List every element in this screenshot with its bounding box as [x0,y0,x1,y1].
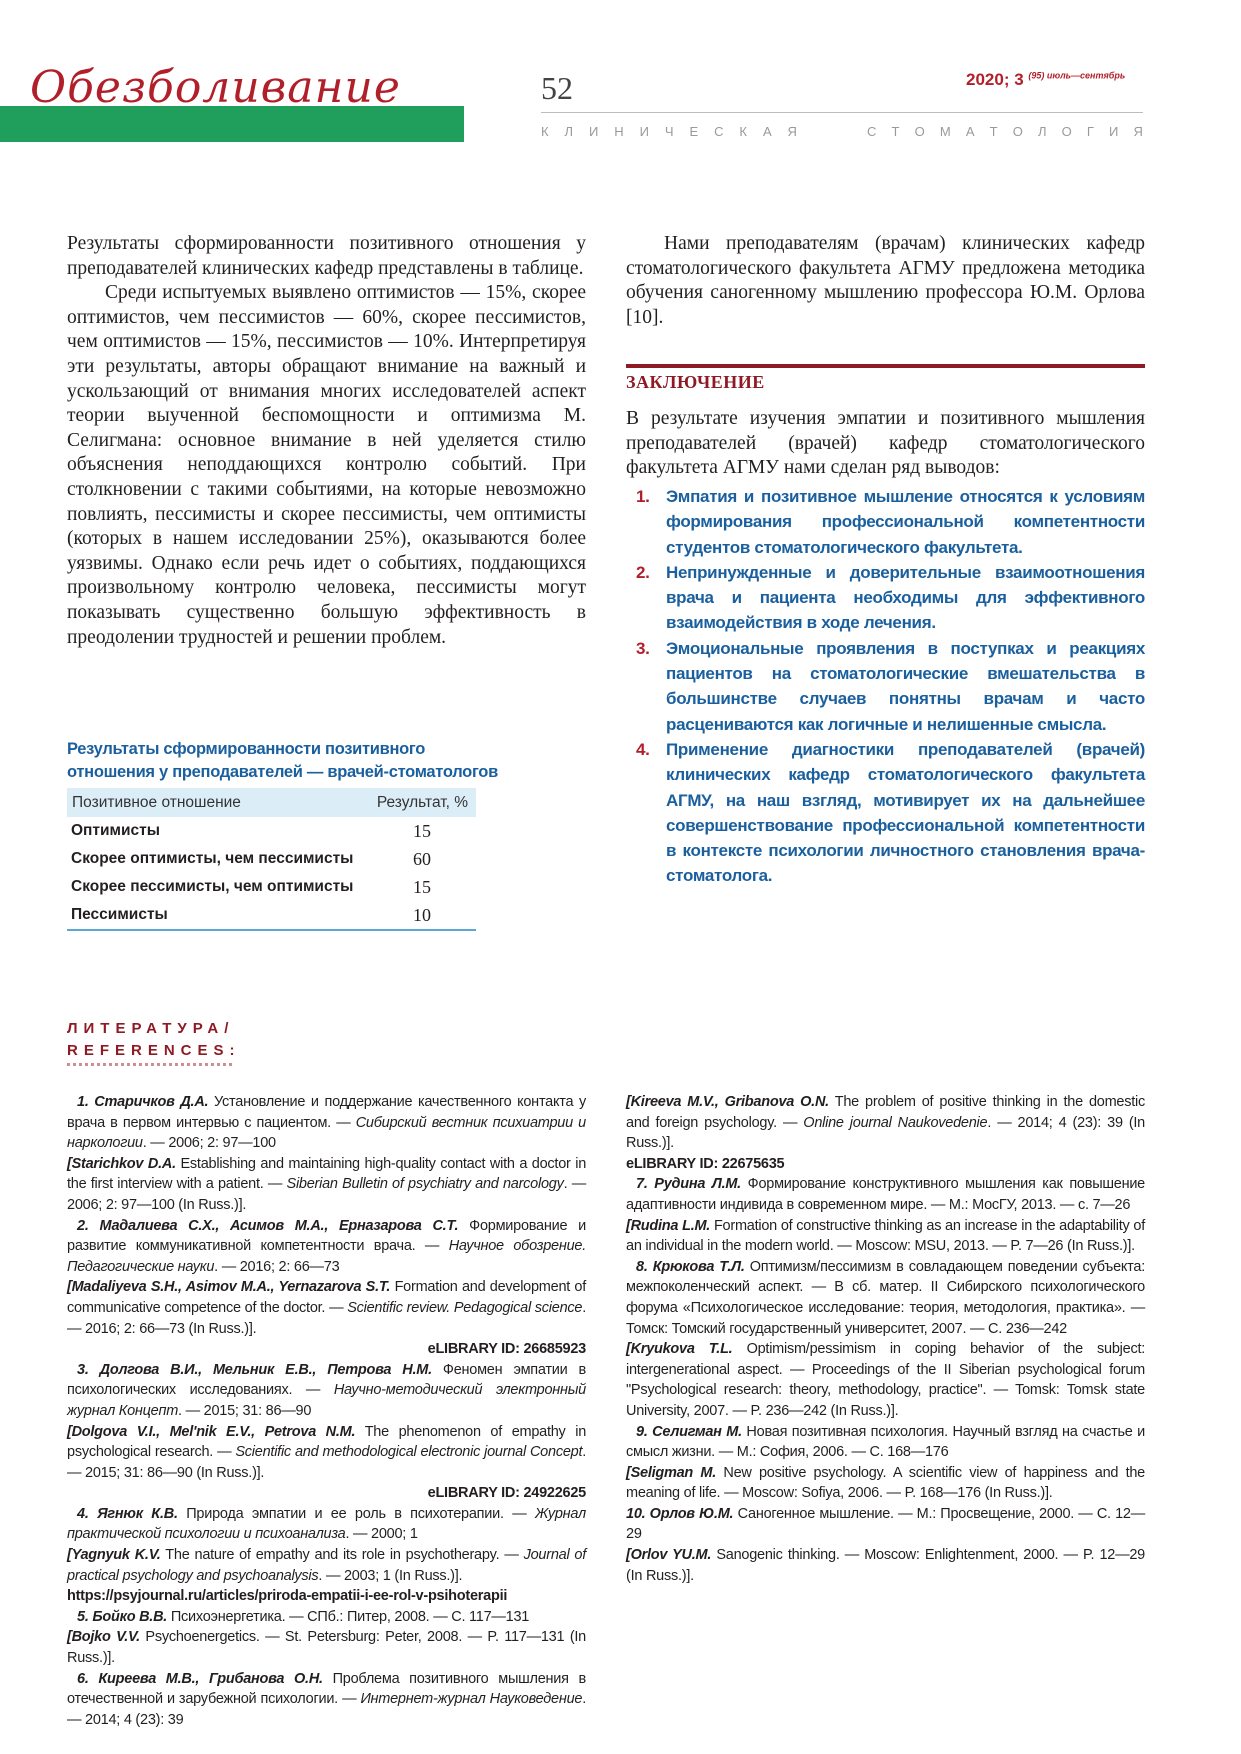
reference-text: The problem of positive thinking in the domestic and foreign psychology. — [626,1094,1146,1131]
reference-en [626,1339,1145,1421]
reference-text: Establishing and maintaining high-quality contact with a doctor in the first interview with a patient. — [67,1155,587,1193]
reference-ru [67,1504,586,1545]
right-column-text [626,232,1145,330]
reference-ru [67,1092,586,1154]
journal-letter: И [1109,124,1119,139]
reference-en [67,1422,586,1484]
reference-text: The phenomenon of empathy in psychological research. — [67,1423,587,1461]
conclusion-item [626,560,1145,636]
journal-letter: Г [1086,124,1094,139]
table-cell-label: Оптимисты [71,822,160,839]
reference-authors: [Seligman M. [626,1464,717,1481]
table-cell-value: 15 [413,876,432,897]
reference-text: Sanogenic thinking. — Moscow: Enlightenment, 2000. — P. 12—29 (In Russ.)]. [626,1547,1145,1584]
references-left-column [67,1092,586,1730]
reference-authors: [Madaliyeva S.H., Asimov M.A., Yernazarova S.T. [67,1279,391,1296]
left-column-text [67,232,586,650]
issue-info [966,70,1125,90]
table-title-line: Результаты сформированности позитивного [67,740,426,758]
reference-authors: 4. Ягнюк К.В. [77,1505,178,1522]
reference-authors: 8. Крюкова Т.Л. [636,1258,745,1275]
issue-period: (95) июль—сентябрь [1028,70,1126,81]
journal-letter: Ч [664,124,674,139]
journal-letter: Л [1037,124,1047,139]
conclusion-number: 2. [636,562,650,582]
references-heading [67,1018,241,1062]
reference-ru [67,1669,586,1731]
conclusion-intro [626,407,1145,481]
body-paragraph: Результаты сформированности позитивного отношения у преподавателей клинических кафедр представлены в таблице. [67,233,586,279]
reference-en [626,1545,1145,1586]
journal-letter: О [1012,124,1023,139]
journal-letter: С [867,124,877,139]
conclusion-item [626,737,1145,889]
body-paragraph: Нами преподавателям (врачам) клинических кафедр стоматологического факультета АГМУ предложена методика обучения саногенному мышлению профессора Ю.М. Орлова [10]. [626,233,1145,328]
reference-journal: Siberian Bulletin of psychiatry and narcology [286,1176,564,1193]
reference-authors: 6. Киреева М.В., Грибанова О.Н. [77,1670,323,1687]
conclusion-text: Применение диагностики преподавателей (врачей) клинических кафедр стоматологического факультета АГМУ, на наш взгляд, мотивирует их на дальнейшее совершенствование профессиональной компетентности в контексте психологии личностного становления врача-стоматолога. [666,739,1145,886]
header-divider [541,112,1143,113]
reference-ru [67,1360,586,1422]
journal-letter: О [1061,124,1072,139]
journal-letter: Я [1133,124,1143,139]
reference-text: . — 2003; 1 (In Russ.)]. [318,1567,463,1584]
journal-letter: К [541,124,549,139]
table-title-line: отношения у преподавателей — врачей-стоматологов [67,763,498,781]
journal-letter: А [965,124,975,139]
reference-authors: [Orlov YU.M. [626,1547,712,1564]
reference-ru [626,1174,1145,1215]
reference-text: . — 2014; 4 (23): 39 (In Russ.)]. [626,1114,1145,1152]
reference-ru [626,1422,1145,1463]
reference-ru [67,1607,586,1628]
reference-text: . — 2006; 2: 97—100 [142,1135,276,1152]
conclusion-text: Непринужденные и доверительные взаимоотношения врача и пациента необходимы для эффективного взаимодействия в ходе лечения. [666,562,1145,633]
conclusion-intro-text: В результате изучения эмпатии и позитивного мышления преподавателей (врачей) кафедр стоматологического факультета АГМУ нами сделан ряд выводов: [626,408,1145,479]
reference-text: . — 2016; 2: 66—73 (In Russ.)]. [67,1299,586,1337]
journal-letter: Т [989,124,998,139]
reference-journal: Journal of practical psychology and psychoanalysis [67,1547,586,1584]
reference-en [67,1277,586,1339]
table-header-cell: Позитивное отношение [67,788,368,817]
reference-authors: 7. Рудина Л.М. [636,1176,741,1193]
section-rubric: Обезболивание [30,62,401,113]
reference-authors: 2. Мадалиева С.Х., Асимов М.А., Ерназарова С.Т. [77,1217,459,1234]
reference-text: Саногенное мышление. — М.: Просвещение, 2000. — С. 12—29 [626,1505,1145,1543]
table-row [67,845,476,873]
page-number: 52 [541,70,573,106]
reference-text: Optimism/pessimism in coping behavior of the subject: intergenerational aspect. — Proceedings of the II Siberian psychological forum "Psychological research: theory, methodology, practice". — Tomsk: Tomsk state University, 2007. — P. 236—242 (In Russ.)]. [626,1341,1145,1419]
table-title [67,738,537,784]
issue-year-number: 2020; 3 [966,70,1024,89]
journal-letter: И [639,124,649,139]
table-cell-value: 15 [413,820,432,841]
conclusion-text: Эмоциональные проявления в поступках и реакциях пациентов на стоматологические вмешательства в большинстве случаев понятны врачам и часто расцениваются как логичные и нелишенные смысла. [666,638,1145,734]
results-table [67,788,476,931]
references-heading-line: REFERENCES: [67,1042,241,1059]
conclusion-list [626,484,1145,889]
journal-letter: Т [891,124,900,139]
reference-text: Проблема позитивного мышления в отечественной и зарубежной психологии. — [67,1670,586,1708]
reference-en [67,1545,586,1586]
reference-journal: Online journal Naukovedenie [803,1114,988,1131]
conclusion-number: 4. [636,739,650,759]
conclusion-text: Эмпатия и позитивное мышление относятся к условиям формирования профессиональной компетентности студентов стоматологического факультета. [666,487,1145,557]
reference-journal: Scientific and methodological electronic journal Concept [235,1444,583,1461]
journal-word-2 [867,124,1143,139]
reference-text: Psychoenergetics. — St. Petersburg: Peter, 2008. — P. 117—131 (In Russ.)]. [67,1629,586,1667]
reference-text: . — 2006; 2: 97—100 (In Russ.)]. [67,1176,587,1213]
table-header-cell: Результат, % [368,788,476,817]
table-cell-label: Скорее оптимисты, чем пессимисты [71,850,354,867]
conclusion-heading: ЗАКЛЮЧЕНИЕ [626,372,765,392]
journal-letter: Е [689,124,699,139]
reference-journal: Научное обозрение. Педагогические науки [67,1238,586,1275]
reference-text: Феномен эмпатии в психологических исследованиях. — [67,1361,587,1399]
reference-text: . — 2015; 31: 86—90 (In Russ.)]. [67,1444,587,1481]
reference-journal: Журнал практической психологии и психоанализа [67,1505,586,1543]
reference-authors: 3. Долгова В.И., Мельник Е.В., Петрова Н.М. [77,1361,432,1378]
reference-authors: 10. Орлов Ю.М. [626,1505,734,1522]
elibrary-id: eLIBRARY ID: 24922625 [427,1485,586,1502]
reference-text: Оптимизм/пессимизм в совладающем поведении субъекта: межпоколенческий аспект. — В сб. матер. II Сибирского психологического форума «Психологическое исследование: теория, методология, практика». — Томск: Томский государственный университет, 2007. — С. 236—242 [626,1258,1145,1337]
journal-letter: С [714,124,724,139]
reference-ru [67,1216,586,1278]
references-dotted-rule [67,1063,232,1066]
reference-text: . — 2000; 1 [345,1526,418,1543]
conclusion-number: 1. [636,487,650,506]
table-row [67,901,476,930]
reference-en [67,1154,586,1216]
conclusion-number: 3. [636,638,650,658]
reference-text: Новая позитивная психология. Научный взгляд на счастье и смысл жизни. — М.: София, 2006. — С. 168—176 [626,1423,1146,1461]
reference-authors: [Bojko V.V. [67,1629,140,1646]
reference-text: Психоэнергетика. — СПб.: Питер, 2008. — С. 117—131 [167,1608,530,1625]
reference-ru [626,1504,1145,1545]
reference-authors: [Starichkov D.A. [67,1155,176,1172]
journal-letter: Я [787,124,797,139]
table-cell-label: Пессимисты [67,901,368,930]
reference-journal: Scientific review. Pedagogical science [347,1299,583,1316]
table-header-row [67,788,476,817]
reference-text: . — 2014; 4 (23): 39 [67,1691,586,1728]
table-cell-value: 10 [368,901,476,930]
reference-journal: Интернет-журнал Науковедение [360,1691,583,1708]
journal-letter: А [762,124,772,139]
table-row [67,873,476,901]
reference-text: The nature of empathy and its role in psychotherapy. — [160,1547,524,1564]
body-paragraph: Среди испытуемых выявлено оптимистов — 15%, скорее оптимистов, чем пессимистов — 60%, скорее пессимистов, чем оптимистов — 15%, пессимистов — 10%. Интерпретируя эти результаты, авторы обращают внимание на важный и ускользающий от внимания многих исследователей аспект теории выученной беспомощности и оптимизма М. Селигмана: основное внимание в ней уделяется стилю объяснения неподдающихся контролю событий. При столкновении с такими событиями, на которые невозможно повлиять, пессимисты и скорее пессимисты, чем оптимисты (которых в нашем исследовании 25%), оказываются более уязвимы. Однако если речь идет о событиях, поддающихся произвольному контролю человека, пессимисты могут показывать существенно большую эффективность в преодолении трудностей и решении проблем. [67,282,586,648]
elibrary-id: eLIBRARY ID: 22675635 [626,1155,785,1172]
reference-authors: 9. Селигман М. [636,1423,742,1440]
elibrary-id: eLIBRARY ID: 26685923 [427,1341,586,1358]
reference-authors: 5. Бойко В.В. [77,1608,168,1625]
reference-authors: [Rudina L.M. [626,1217,711,1234]
table-row [67,817,476,845]
reference-url[interactable]: https://psyjournal.ru/articles/priroda-empatii-i-ee-rol-v-psihoterapii [67,1588,508,1605]
reference-en [626,1216,1145,1257]
reference-text: . — 2015; 31: 86—90 [178,1402,312,1419]
reference-en [626,1092,1145,1154]
reference-authors: [Kireeva M.V., Gribanova O.N. [626,1094,829,1110]
references-heading-line: ЛИТЕРАТУРА/ [67,1020,235,1037]
reference-authors: [Yagnyuk K.V. [67,1547,161,1564]
journal-letter: О [914,124,925,139]
reference-text: Формирование конструктивного мышления как повышение адаптивности индивида в современном мире. — М.: МосГУ, 2013. — с. 7—26 [626,1176,1145,1213]
reference-authors: 1. Старичков Д.А. [77,1094,209,1110]
reference-text: . — 2016; 2: 66—73 [214,1258,340,1275]
journal-word-1 [541,124,797,139]
journal-letter: Л [564,124,574,139]
journal-letter: К [739,124,747,139]
reference-text: Природа эмпатии и ее роль в психотерапии. — [177,1505,535,1522]
reference-en [626,1463,1145,1504]
journal-name [541,124,1143,139]
journal-letter: М [939,124,951,139]
references-right-column [626,1092,1145,1586]
conclusion-rule [626,364,1145,368]
table-cell-value: 60 [413,848,432,869]
reference-ru [626,1257,1145,1339]
journal-letter: Н [614,124,624,139]
reference-authors: [Dolgova V.I., Mel'nik E.V., Petrova N.M. [67,1423,356,1440]
journal-letter: И [588,124,599,139]
reference-text: Formation and development of communicative competence of the doctor. — [67,1279,586,1316]
reference-authors: [Kryukova T.L. [626,1341,733,1358]
conclusion-item [626,636,1145,737]
table-cell-label: Скорее пессимисты, чем оптимисты [71,878,354,895]
reference-text: New positive psychology. A scientific view of happiness and the meaning of life. — Moscow: Sofiya, 2006. — P. 168—176 (In Russ.)]. [626,1464,1145,1502]
reference-text: Formation of constructive thinking as an increase in the adaptability of an individual in the modern world. — Moscow: MSU, 2013. — P. 7—26 (In Russ.)]. [626,1217,1145,1255]
reference-text: Установление и поддержание качественного контакта у врача в первом интервью с пациентом. — [67,1094,586,1131]
reference-journal: Научно-методический электронный журнал Концепт [67,1382,586,1419]
conclusion-item [626,484,1145,560]
reference-en [67,1627,586,1668]
reference-text: Формирование и развитие коммуникативной компетентности врача. — [67,1217,586,1255]
reference-journal: Сибирский вестник психиатрии и наркологии [67,1114,586,1152]
